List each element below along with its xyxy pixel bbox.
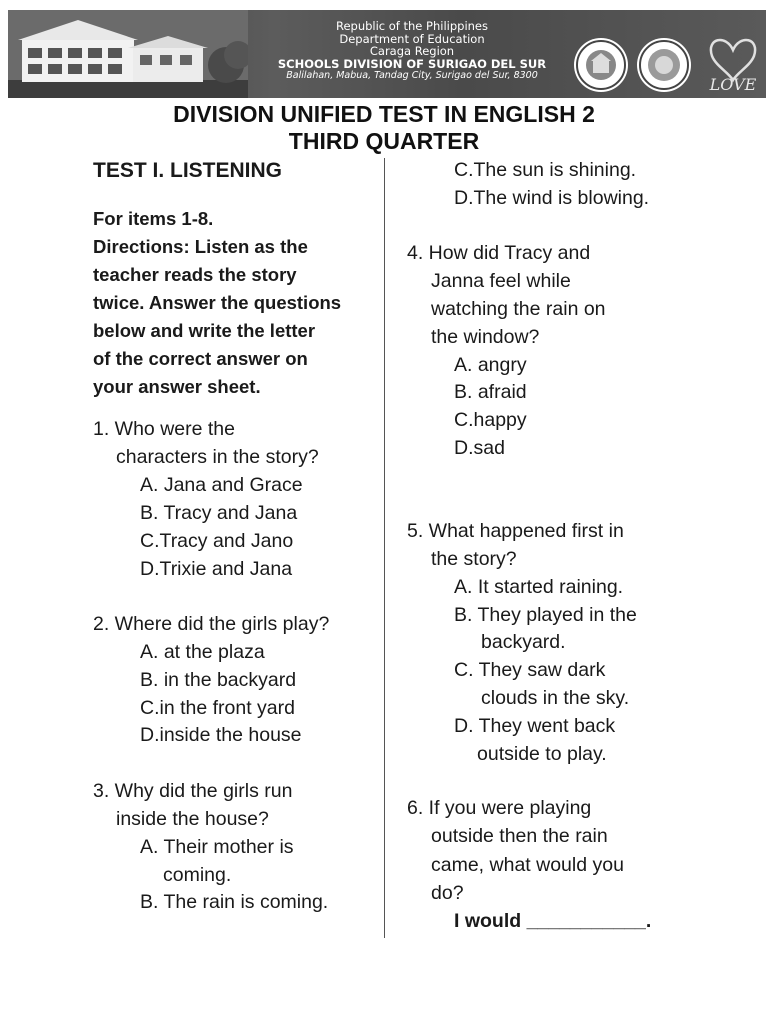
question-text: Janna feel while	[431, 270, 571, 292]
school-building-icon	[8, 10, 248, 98]
question-text: do?	[431, 882, 464, 904]
column-divider	[384, 158, 385, 938]
directions-line: of the correct answer on	[93, 348, 308, 369]
question-text: 2. Where did the girls play?	[93, 613, 330, 635]
choice-c: C.The sun is shining.	[454, 159, 637, 181]
deped-seal-icon	[573, 37, 629, 93]
choice-a: A. angry	[454, 354, 527, 376]
choice-d: D.sad	[454, 437, 505, 459]
header-text	[262, 20, 562, 83]
choice-d: D. They went back	[454, 715, 616, 737]
section-heading: TEST I. LISTENING	[93, 159, 283, 182]
header-address: Balilahan, Mabua, Tandag City, Surigao del Sur, 8300	[286, 70, 538, 81]
choice-b: B. in the backyard	[140, 669, 297, 691]
choice-a: A. at the plaza	[140, 641, 265, 663]
question-text: the story?	[431, 548, 517, 570]
choice-d: D.Trixie and Jana	[140, 558, 293, 580]
question-text: outside then the rain	[431, 825, 608, 847]
header-banner	[8, 10, 766, 98]
choice-b: B. Tracy and Jana	[140, 502, 298, 524]
choice-d: D.The wind is blowing.	[454, 187, 650, 209]
choice-a: A. Their mother is	[140, 836, 294, 858]
question-text: 3. Why did the girls run	[93, 780, 293, 802]
choice-c: C. They saw dark	[454, 659, 606, 681]
question-text: watching the rain on	[431, 298, 606, 320]
love-heart-icon	[702, 28, 764, 94]
choice-c: C.happy	[454, 409, 527, 431]
choice-b: B. They played in the	[454, 604, 637, 626]
header-region: Caraga Region	[369, 44, 455, 58]
test-title: DIVISION UNIFIED TEST IN ENGLISH 2	[173, 101, 595, 127]
directions-line: teacher reads the story	[93, 264, 297, 285]
question-text: 5. What happened first in	[407, 520, 624, 542]
header-division: SCHOOLS DIVISION OF SURIGAO DEL SUR	[277, 56, 547, 71]
answer-prompt: I would ___________.	[454, 910, 652, 932]
question-text: the window?	[431, 326, 540, 348]
choice-a-continued: coming.	[163, 864, 232, 886]
choice-a: A. Jana and Grace	[140, 474, 303, 496]
choice-c-continued: clouds in the sky.	[481, 687, 630, 709]
question-text: characters in the story?	[116, 446, 319, 468]
header-department: Department of Education	[339, 31, 485, 46]
division-seal-icon	[636, 37, 692, 93]
question-text: 4. How did Tracy and	[407, 242, 591, 264]
choice-b-continued: backyard.	[481, 631, 566, 653]
choice-c: C.Tracy and Jano	[140, 530, 294, 552]
choice-b: B. afraid	[454, 381, 527, 403]
header-republic: Republic of the Philippines	[335, 19, 489, 33]
choice-c: C.in the front yard	[140, 697, 295, 719]
directions-line: your answer sheet.	[93, 376, 261, 397]
question-text: 6. If you were playing	[407, 797, 592, 819]
directions-line: below and write the letter	[93, 320, 316, 341]
question-text: came, what would you	[431, 854, 624, 876]
choice-d-continued: outside to play.	[477, 743, 607, 765]
choice-b: B. The rain is coming.	[140, 891, 329, 913]
directions-line: twice. Answer the questions	[93, 292, 342, 313]
choice-d: D.inside the house	[140, 724, 302, 746]
quarter-title: THIRD QUARTER	[288, 128, 480, 154]
question-text: 1. Who were the	[93, 418, 235, 440]
choice-a: A. It started raining.	[454, 576, 624, 598]
directions-line: Directions: Listen as the	[93, 236, 308, 257]
question-text: inside the house?	[116, 808, 269, 830]
love-text: LOVE	[709, 75, 757, 94]
directions-line: For items 1-8.	[93, 208, 214, 229]
